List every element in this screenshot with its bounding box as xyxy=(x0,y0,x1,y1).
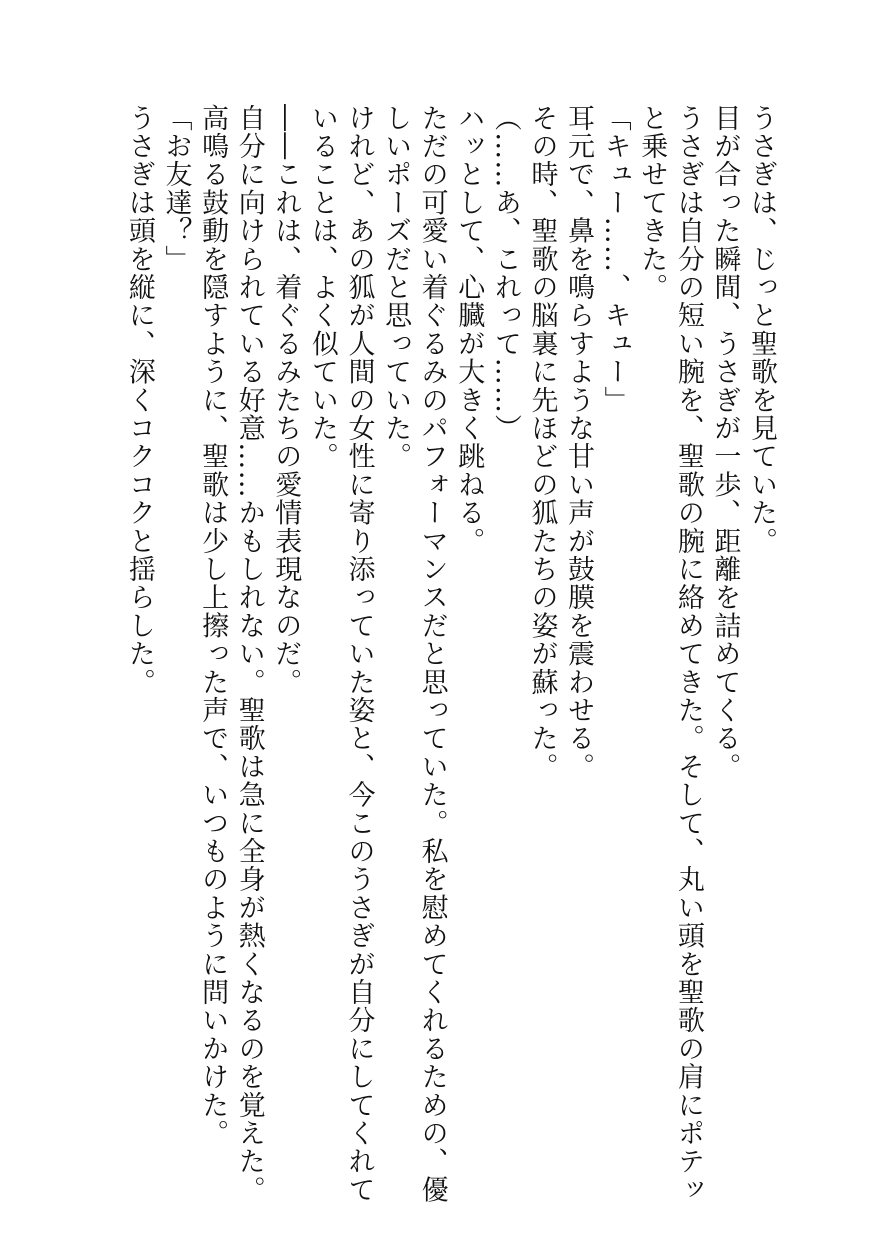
text-line: しいポーズだと思っていた。 xyxy=(380,104,412,471)
text-line: うさぎは、じっと聖歌を見ていた。 xyxy=(746,104,777,556)
text-line: いることは、よく似ていた。 xyxy=(306,104,338,471)
text-line: ――これは、着ぐるみたちの愛情表現なのだ。 xyxy=(270,104,302,697)
text-line: 耳元で、鼻を鳴らすような甘い声が鼓膜を震わせる。 xyxy=(563,104,595,781)
text-line: 目が合った瞬間、うさぎが一歩、距離を詰めてくる。 xyxy=(709,104,741,781)
text-line: けれど、あの狐が人間の女性に寄り添っていた姿と、今このうさぎが自分にしてくれて xyxy=(343,104,375,1204)
dialogue-line: 「キュー……、キュー」 xyxy=(599,104,631,415)
text-line: ハッとして、心臓が大きく跳ねる。 xyxy=(453,104,485,556)
text-line: と乗せてきた。 xyxy=(636,104,668,302)
text-line: その時、聖歌の脳裏に先ほどの狐たちの姿が蘇った。 xyxy=(526,104,558,781)
dialogue-line: 「お友達？」 xyxy=(160,104,192,274)
vertical-text-body xyxy=(120,104,779,1204)
text-line: うさぎは自分の短い腕を、聖歌の腕に絡めてきた。そして、丸い頭を聖歌の肩にポテッ xyxy=(672,104,704,1204)
text-line: ただの可愛い着ぐるみのパフォーマンスだと思っていた。私を慰めてくれるための、優 xyxy=(416,104,448,1204)
thought-line: （……あ、これって……） xyxy=(489,104,521,443)
text-line: うさぎは頭を縦に、深くコクコクと揺らした。 xyxy=(123,104,155,697)
text-line: 高鳴る鼓動を隠すように、聖歌は少し上擦った声で、いつものように問いかけた。 xyxy=(197,104,229,1148)
text-line: 自分に向けられている好意……かもしれない。聖歌は急に全身が熱くなるのを覚えた。 xyxy=(233,104,265,1204)
